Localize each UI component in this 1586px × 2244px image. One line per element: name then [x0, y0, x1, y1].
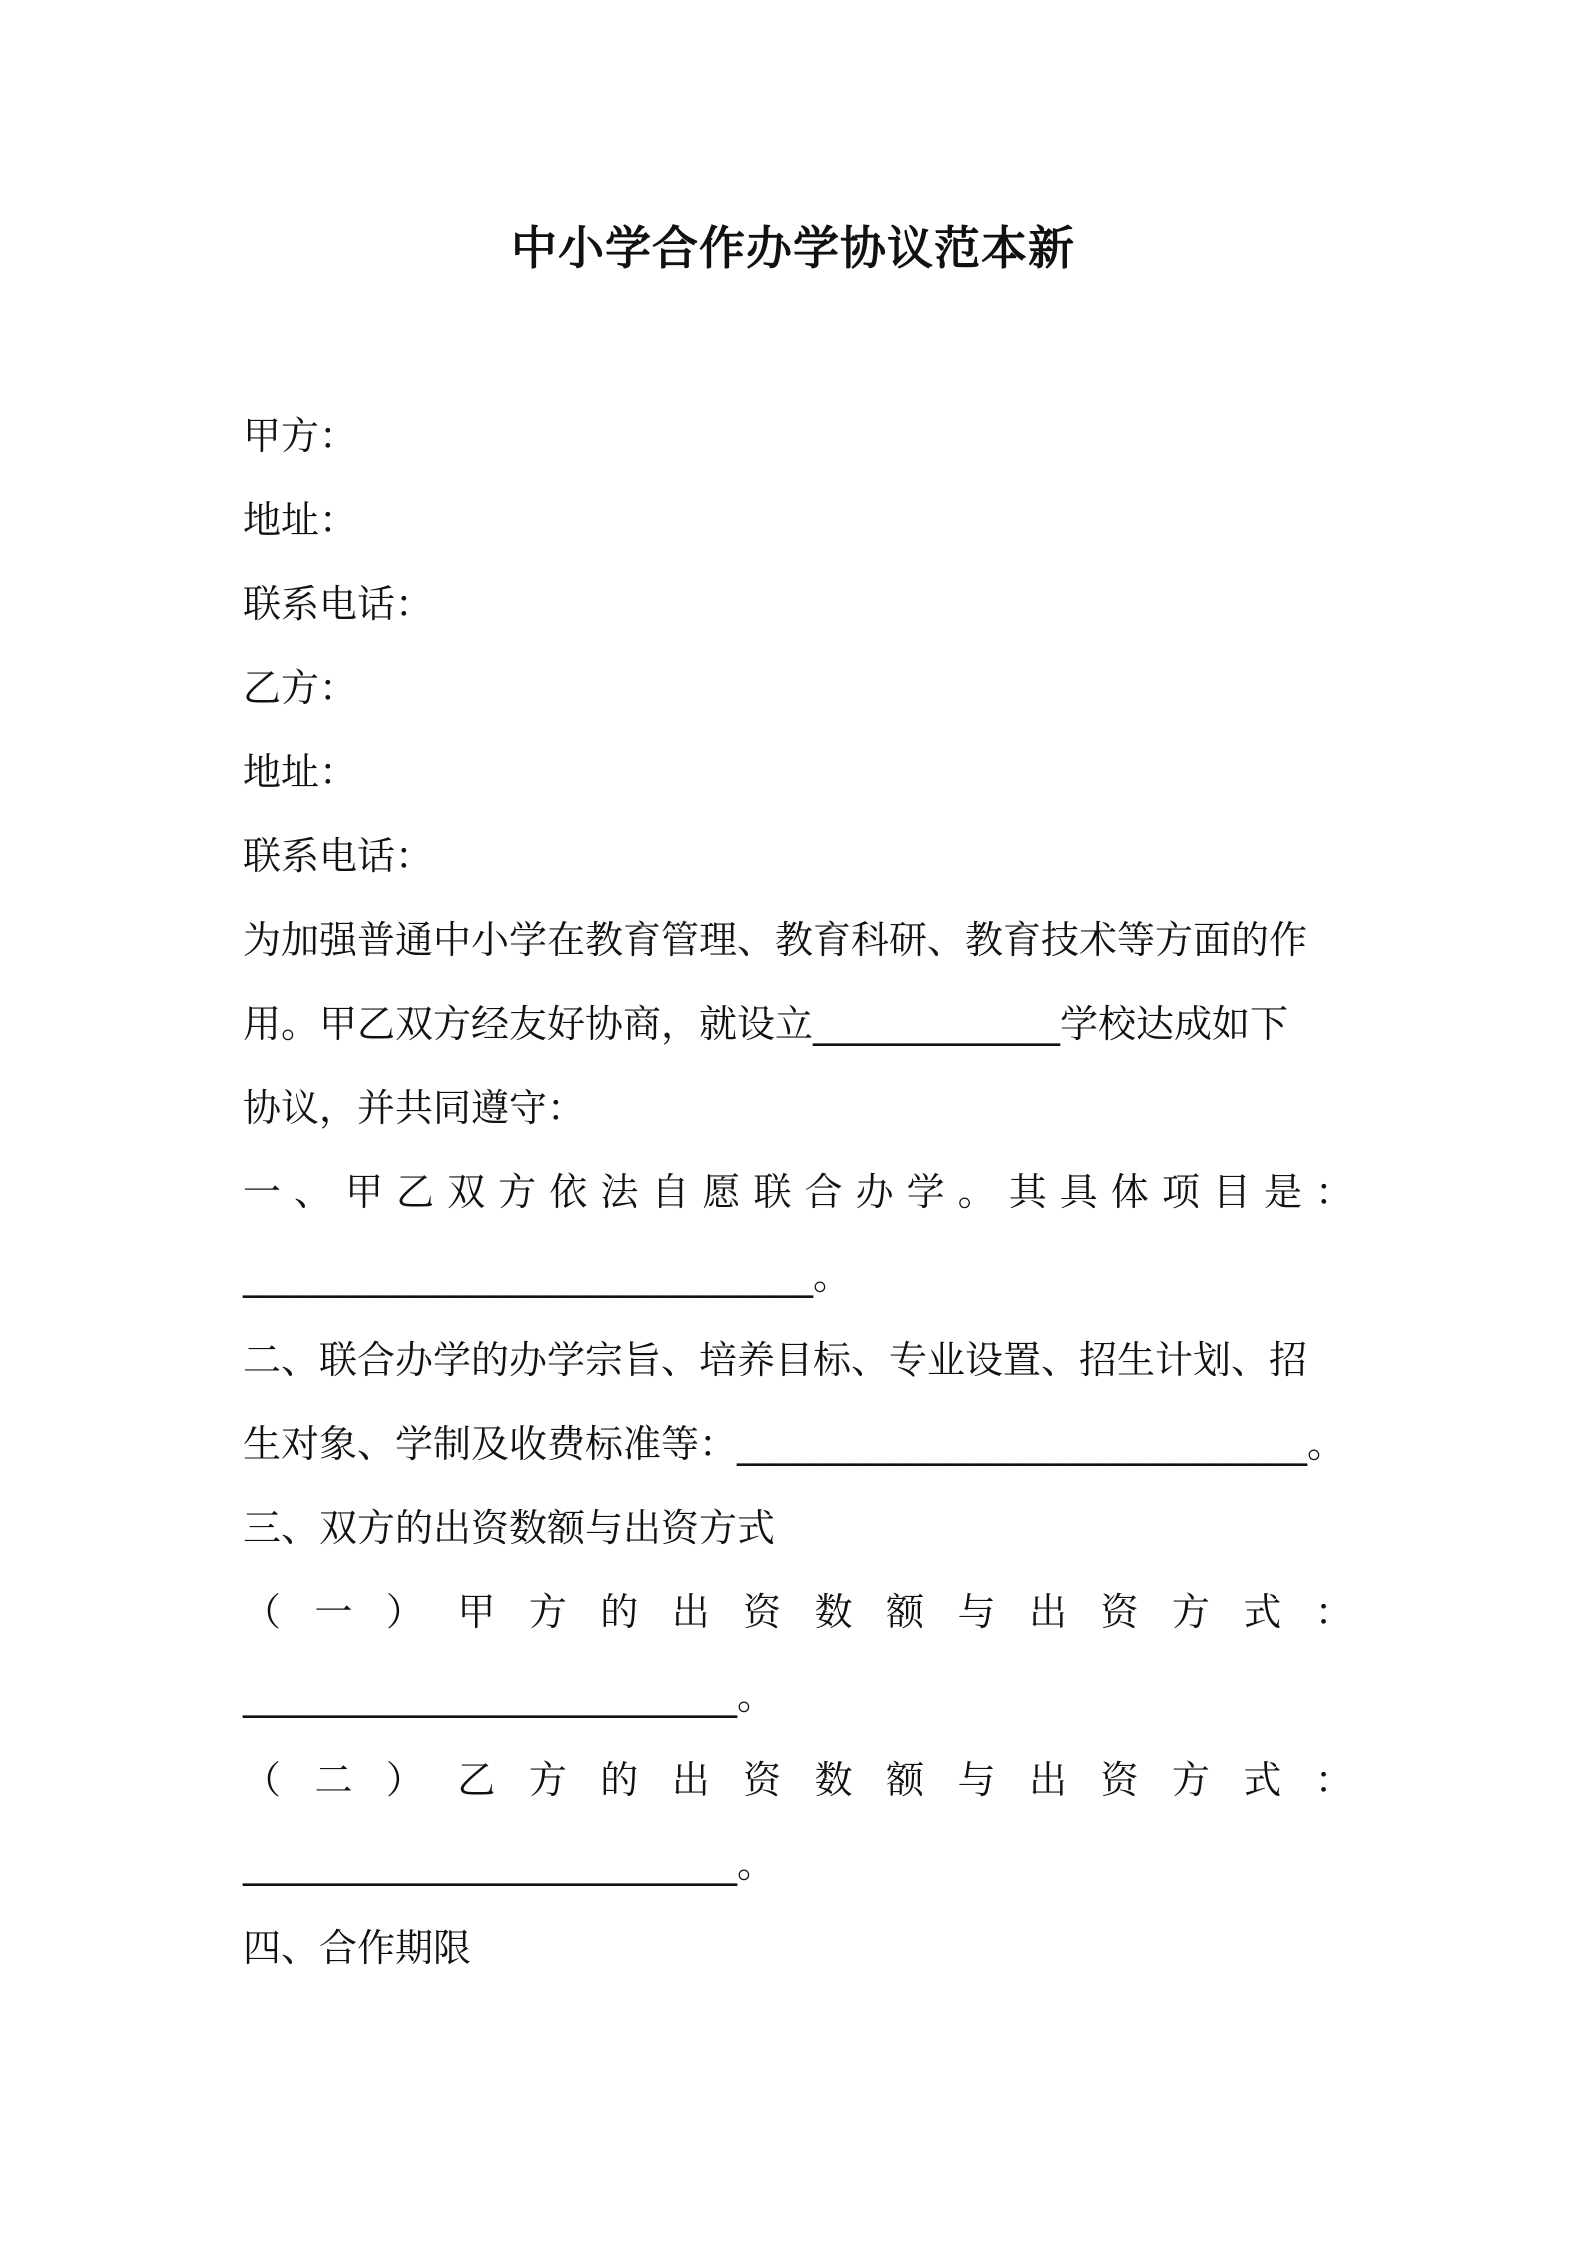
party-a-phone: 联系电话： — [243, 582, 434, 626]
heading-char: 的 — [600, 1758, 639, 1802]
heading-char: 数 — [814, 1758, 853, 1802]
clause-3-2-heading — [243, 1756, 1353, 1804]
heading-char: 式 — [1243, 1590, 1282, 1634]
clause-3-2-blank: __________________________ — [243, 1842, 737, 1886]
clause-3-1-heading — [243, 1588, 1353, 1636]
clause-1-blank: ______________________________ — [243, 1254, 813, 1298]
clause-2-line-2 — [243, 1420, 1353, 1468]
heading-char: 数 — [814, 1590, 853, 1634]
school-name-blank: _____________ — [813, 1002, 1061, 1046]
heading-char: 目 — [1212, 1170, 1251, 1214]
intro-line-1: 为加强普通中小学在教育管理、教育科研、教育技术等方面的作 — [243, 918, 1308, 962]
heading-char: 方 — [528, 1590, 567, 1634]
heading-char: 出 — [1028, 1758, 1067, 1802]
heading-char: 方 — [528, 1758, 567, 1802]
clause-1-heading — [243, 1168, 1353, 1216]
clause-2-blank: ______________________________ — [737, 1422, 1308, 1466]
heading-char: 法 — [600, 1170, 639, 1214]
clause-3-2-period: 。 — [737, 1842, 776, 1886]
clause-3-heading: 三、双方的出资数额与出资方式 — [243, 1506, 776, 1550]
heading-char: 合 — [804, 1170, 843, 1214]
heading-char: ） — [385, 1758, 424, 1802]
heading-char: 与 — [957, 1590, 996, 1634]
clause-4-heading: 四、合作期限 — [243, 1926, 472, 1970]
heading-char: 式 — [1243, 1758, 1282, 1802]
party-a-address: 地址： — [243, 498, 358, 542]
intro-line-2 — [243, 1000, 1353, 1048]
heading-char: 是 — [1263, 1170, 1302, 1214]
heading-char: 资 — [1100, 1758, 1139, 1802]
heading-char: 自 — [651, 1170, 690, 1214]
party-b-phone: 联系电话： — [243, 834, 434, 878]
heading-char: 资 — [743, 1758, 782, 1802]
heading-char: 出 — [671, 1590, 710, 1634]
heading-char: 资 — [743, 1590, 782, 1634]
clause-2-line-1: 二、联合办学的办学宗旨、培养目标、专业设置、招生计划、招 — [243, 1338, 1308, 1382]
heading-char: 依 — [549, 1170, 588, 1214]
heading-char: 体 — [1110, 1170, 1149, 1214]
heading-char: （ — [243, 1758, 282, 1802]
heading-char: 具 — [1059, 1170, 1098, 1214]
heading-char: 乙 — [396, 1170, 435, 1214]
party-a-label: 甲方： — [243, 414, 358, 458]
heading-char: 乙 — [457, 1758, 496, 1802]
heading-char: 联 — [753, 1170, 792, 1214]
heading-char: 额 — [886, 1590, 925, 1634]
heading-char: ： — [1314, 1590, 1353, 1634]
heading-char: 方 — [1171, 1590, 1210, 1634]
heading-char: 一 — [243, 1170, 282, 1214]
party-b-label: 乙方： — [243, 666, 358, 710]
heading-char: 其 — [1008, 1170, 1047, 1214]
intro-text-a: 用。甲乙双方经友好协商，就设立 — [243, 1002, 814, 1046]
clause-3-2-fill-line — [243, 1840, 1353, 1888]
heading-char: （ — [243, 1590, 282, 1634]
heading-char: 。 — [957, 1170, 996, 1214]
clause-3-1-period: 。 — [737, 1674, 776, 1718]
heading-char: 方 — [1171, 1758, 1210, 1802]
intro-line-3: 协议，并共同遵守： — [243, 1086, 586, 1130]
intro-text-b: 学校达成如下 — [1060, 1002, 1289, 1046]
heading-char: 学 — [906, 1170, 945, 1214]
clause-3-1-fill-line — [243, 1672, 1353, 1720]
heading-char: ： — [1314, 1170, 1353, 1214]
heading-char: 甲 — [457, 1590, 496, 1634]
heading-char: 出 — [1028, 1590, 1067, 1634]
heading-char: 一 — [314, 1590, 353, 1634]
clause-2-text: 生对象、学制及收费标准等： — [243, 1422, 738, 1466]
heading-char: 出 — [671, 1758, 710, 1802]
clause-1-period: 。 — [813, 1254, 852, 1298]
heading-char: 办 — [855, 1170, 894, 1214]
heading-char: ： — [1314, 1758, 1353, 1802]
heading-char: 方 — [498, 1170, 537, 1214]
heading-char: 愿 — [702, 1170, 741, 1214]
heading-char: 资 — [1100, 1590, 1139, 1634]
heading-char: ） — [385, 1590, 424, 1634]
heading-char: 甲 — [345, 1170, 384, 1214]
heading-char: 项 — [1161, 1170, 1200, 1214]
heading-char: 与 — [957, 1758, 996, 1802]
clause-3-1-blank: __________________________ — [243, 1674, 737, 1718]
heading-char: 额 — [886, 1758, 925, 1802]
heading-char: 双 — [447, 1170, 486, 1214]
heading-char: 、 — [294, 1170, 333, 1214]
heading-char: 的 — [600, 1590, 639, 1634]
heading-char: 二 — [314, 1758, 353, 1802]
clause-1-fill-line — [243, 1252, 1353, 1300]
party-b-address: 地址： — [243, 750, 358, 794]
document-title: 中小学合作办学协议范本新 — [511, 221, 1075, 275]
clause-2-period: 。 — [1307, 1422, 1346, 1466]
